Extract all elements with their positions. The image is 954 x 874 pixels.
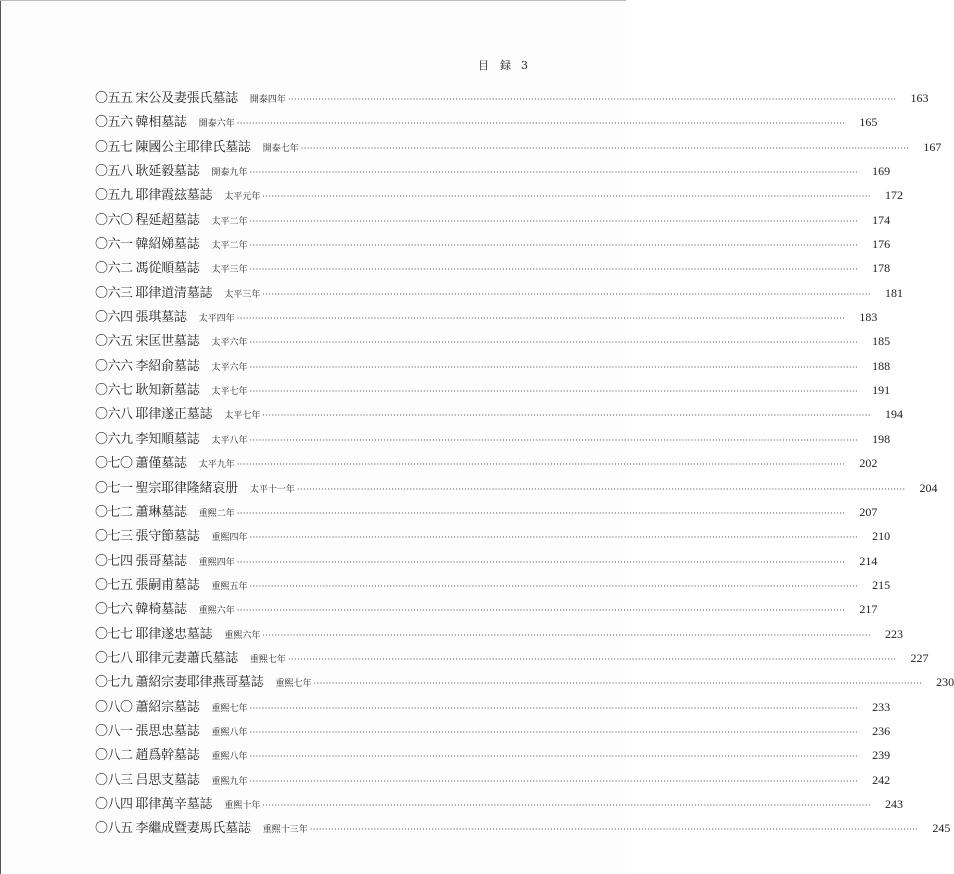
entry-page-number: 223 [884, 626, 903, 641]
toc-entry[interactable] [95, 428, 891, 452]
entry-number: 〇六九 [95, 431, 133, 447]
entry-page-number: 194 [884, 407, 903, 422]
toc-entry[interactable] [95, 136, 942, 160]
toc-entry[interactable] [95, 817, 951, 841]
entry-page-number: 210 [872, 529, 891, 544]
entry-year: 開泰六年 [198, 119, 235, 130]
entry-number: 〇五五 [95, 91, 133, 106]
dot-leader: ········································································································································································································ [249, 362, 859, 372]
entry-number: 〇七八 [95, 650, 133, 666]
entry-number: 〇五七 [95, 139, 133, 155]
entry-title: 張守節墓誌 [135, 529, 200, 545]
entry-title: 耿延毅墓誌 [135, 164, 200, 180]
entry-title: 張思忠墓誌 [135, 723, 200, 739]
toc-entry[interactable] [95, 793, 903, 817]
entry-number: 〇六五 [95, 334, 133, 350]
dot-leader: ········································································································································································································ [236, 606, 846, 616]
entry-year: 重熙五年 [211, 581, 248, 592]
entry-number: 〇八二 [95, 748, 133, 764]
running-header [478, 57, 528, 73]
toc-entry[interactable] [95, 355, 891, 379]
entry-page-number: 230 [936, 675, 954, 690]
entry-year: 開泰七年 [262, 143, 299, 154]
dot-leader: ········································································································································································································ [236, 460, 846, 470]
entry-year: 重熙十三年 [262, 825, 308, 836]
entry-year: 重熙六年 [224, 630, 261, 641]
page-left-border [0, 0, 1, 874]
entry-number: 〇八〇 [95, 699, 133, 715]
entry-year: 太平七年 [211, 387, 248, 398]
entry-number: 〇八三 [95, 772, 133, 788]
dot-leader: ········································································································································································································ [236, 508, 846, 518]
dot-leader: ········································································································································································································ [249, 533, 859, 543]
entry-number: 〇六〇 [95, 212, 133, 228]
dot-leader: ········································································································································································································ [262, 411, 871, 421]
toc-entry[interactable] [95, 330, 891, 354]
entry-number: 〇八四 [95, 796, 133, 812]
toc-entry[interactable] [95, 306, 878, 330]
entry-title: 馮從順墓誌 [135, 261, 200, 277]
entry-page-number: 185 [872, 334, 891, 349]
toc-entry[interactable] [95, 233, 891, 257]
entry-number: 〇七三 [95, 529, 133, 545]
toc-entry[interactable] [95, 550, 878, 574]
entry-page-number: 169 [872, 164, 891, 179]
entry-number: 〇七〇 [95, 456, 133, 472]
entry-year: 重熙四年 [198, 557, 235, 568]
entry-number: 〇五八 [95, 164, 133, 180]
dot-leader: ········································································································································································································ [236, 119, 846, 129]
entry-year: 開泰四年 [249, 95, 286, 105]
table-of-contents [95, 87, 954, 842]
dot-leader: ········································································································································································································ [249, 776, 859, 786]
entry-title: 宋匡世墓誌 [135, 334, 200, 350]
toc-entry[interactable] [95, 769, 891, 793]
entry-title: 蕭紹宗妻耶律燕哥墓誌 [135, 675, 264, 691]
toc-entry[interactable] [95, 257, 891, 281]
entry-year: 重熙七年 [275, 679, 312, 690]
toc-entry[interactable] [95, 452, 878, 476]
entry-number: 〇六四 [95, 310, 133, 326]
page-top-border [0, 0, 626, 1]
entry-title: 李繼成暨妻馬氏墓誌 [135, 821, 251, 837]
toc-entry[interactable] [95, 209, 891, 233]
dot-leader: ········································································································································································································ [262, 289, 871, 299]
toc-entry[interactable] [95, 403, 903, 427]
entry-year: 重熙九年 [211, 776, 248, 787]
toc-entry[interactable] [95, 379, 891, 403]
entry-title: 耶律道清墓誌 [135, 285, 213, 301]
entry-title: 張嗣甫墓誌 [135, 577, 200, 593]
entry-year: 太平四年 [198, 314, 235, 325]
dot-leader: ········································································································································································································ [249, 435, 859, 445]
entry-title: 耿知新墓誌 [135, 383, 200, 399]
toc-entry[interactable] [95, 598, 878, 622]
dot-leader: ········································································································································································································ [249, 581, 859, 591]
entry-year: 太平三年 [224, 289, 261, 300]
toc-entry[interactable] [95, 671, 954, 695]
entry-year: 重熙七年 [249, 654, 286, 665]
entry-title: 耶律萬辛墓誌 [135, 796, 213, 812]
dot-leader: ········································································································································································································ [262, 192, 871, 202]
entry-number: 〇五九 [95, 188, 133, 204]
toc-entry[interactable] [95, 647, 929, 671]
entry-number: 〇五六 [95, 115, 133, 131]
entry-number: 〇六二 [95, 261, 133, 277]
toc-entry[interactable] [95, 525, 891, 549]
entry-year: 太平六年 [211, 338, 248, 349]
entry-year: 太平二年 [211, 241, 248, 252]
entry-number: 〇六一 [95, 237, 133, 253]
entry-number: 〇六七 [95, 383, 133, 399]
entry-page-number: 207 [859, 504, 878, 519]
entry-title: 韓紹娣墓誌 [135, 237, 200, 253]
header-label: 目 録 [478, 59, 511, 72]
dot-leader: ········································································································································································································ [309, 825, 919, 835]
entry-page-number: 183 [859, 310, 878, 325]
entry-title: 耶律元妻蕭氏墓誌 [135, 650, 238, 666]
entry-page-number: 165 [859, 115, 878, 130]
entry-year: 重熙十年 [224, 800, 261, 811]
entry-page-number: 243 [884, 796, 903, 811]
entry-title: 韓相墓誌 [135, 115, 187, 131]
entry-year: 重熙八年 [211, 752, 248, 763]
dot-leader: ········································································································································································································ [249, 168, 859, 178]
toc-entry[interactable] [95, 282, 903, 306]
entry-number: 〇七六 [95, 602, 133, 618]
dot-leader: ········································································································································································································ [300, 143, 910, 153]
entry-year: 太平七年 [224, 411, 261, 422]
entry-year: 太平三年 [211, 265, 248, 276]
entry-title: 宋公及妻張氏墓誌 [135, 91, 238, 106]
toc-entry[interactable] [95, 720, 891, 744]
dot-leader: ········································································································································································································ [313, 679, 923, 689]
entry-title: 程延超墓誌 [135, 212, 200, 228]
entry-page-number: 215 [872, 577, 891, 592]
entry-title: 李知順墓誌 [135, 431, 200, 447]
entry-page-number: 176 [872, 237, 891, 252]
entry-page-number: 204 [919, 480, 938, 495]
entry-year: 重熙六年 [198, 606, 235, 617]
dot-leader: ········································································································································································································ [249, 265, 859, 275]
entry-page-number: 181 [884, 285, 903, 300]
dot-leader: ········································································································································································································ [249, 703, 859, 713]
toc-entry[interactable] [95, 160, 891, 184]
entry-number: 〇七四 [95, 553, 133, 569]
entry-page-number: 163 [910, 91, 929, 105]
dot-leader: ········································································································································································································ [296, 484, 906, 494]
entry-page-number: 242 [872, 772, 891, 787]
entry-year: 開泰九年 [211, 168, 248, 179]
dot-leader: ········································································································································································································ [249, 727, 859, 737]
toc-entry[interactable] [95, 744, 891, 768]
entry-number: 〇七五 [95, 577, 133, 593]
toc-entry[interactable] [95, 111, 878, 135]
entry-title: 蕭僅墓誌 [135, 456, 187, 472]
entry-title: 趙爲幹墓誌 [135, 748, 200, 764]
entry-title: 陳國公主耶律氏墓誌 [135, 139, 251, 155]
entry-year: 太平十一年 [249, 484, 295, 495]
entry-title: 李紹俞墓誌 [135, 358, 200, 374]
dot-leader: ········································································································································································································ [249, 387, 859, 397]
entry-page-number: 202 [859, 456, 878, 471]
dot-leader: ········································································································································································································ [249, 216, 859, 226]
entry-title: 耶律遂忠墓誌 [135, 626, 213, 642]
entry-year: 太平九年 [198, 460, 235, 471]
dot-leader: ········································································································································································································ [262, 800, 871, 810]
entry-title: 蕭琳墓誌 [135, 504, 187, 520]
entry-title: 耶律遂正墓誌 [135, 407, 213, 423]
toc-entry[interactable] [95, 501, 878, 525]
entry-page-number: 172 [884, 188, 903, 203]
entry-year: 重熙四年 [211, 533, 248, 544]
dot-leader: ········································································································································································································ [287, 654, 897, 664]
toc-entry[interactable] [95, 623, 903, 647]
dot-leader: ········································································································································································································ [249, 752, 859, 762]
entry-page-number: 245 [932, 821, 951, 836]
header-page-number: 3 [521, 59, 528, 72]
dot-leader: ········································································································································································································ [236, 314, 846, 324]
entry-page-number: 233 [872, 699, 891, 714]
entry-number: 〇七九 [95, 675, 133, 691]
entry-page-number: 198 [872, 431, 891, 446]
entry-year: 太平二年 [211, 216, 248, 227]
entry-number: 〇六八 [95, 407, 133, 423]
entry-page-number: 167 [923, 139, 942, 154]
entry-page-number: 239 [872, 748, 891, 763]
entry-year: 重熙二年 [198, 508, 235, 519]
toc-entry[interactable] [95, 696, 891, 720]
entry-title: 張哥墓誌 [135, 553, 187, 569]
entry-year: 太平八年 [211, 435, 248, 446]
toc-entry[interactable] [95, 477, 938, 501]
entry-title: 蕭紹宗墓誌 [135, 699, 200, 715]
toc-entry[interactable] [95, 87, 929, 111]
entry-page-number: 236 [872, 723, 891, 738]
dot-leader: ········································································································································································································ [249, 241, 859, 251]
entry-page-number: 178 [872, 261, 891, 276]
entry-year: 太平六年 [211, 362, 248, 373]
entry-title: 韓椅墓誌 [135, 602, 187, 618]
entry-page-number: 217 [859, 602, 878, 617]
entry-title: 吕思支墓誌 [135, 772, 200, 788]
entry-year: 重熙七年 [211, 703, 248, 714]
dot-leader: ········································································································································································································ [249, 338, 859, 348]
dot-leader: ········································································································································································································ [262, 630, 871, 640]
entry-title: 耶律霞玆墓誌 [135, 188, 213, 204]
entry-number: 〇六三 [95, 285, 133, 301]
entry-number: 〇八一 [95, 723, 133, 739]
entry-year: 重熙八年 [211, 727, 248, 738]
toc-entry[interactable] [95, 184, 903, 208]
dot-leader: ········································································································································································································ [287, 95, 897, 104]
entry-number: 〇七二 [95, 504, 133, 520]
entry-page-number: 174 [872, 212, 891, 227]
entry-page-number: 214 [859, 553, 878, 568]
entry-page-number: 191 [872, 383, 891, 398]
entry-title: 張琪墓誌 [135, 310, 187, 326]
entry-page-number: 227 [910, 650, 929, 665]
entry-number: 〇七一 [95, 480, 133, 496]
entry-number: 〇八五 [95, 821, 133, 837]
toc-entry[interactable] [95, 574, 891, 598]
entry-page-number: 188 [872, 358, 891, 373]
entry-number: 〇六六 [95, 358, 133, 374]
entry-number: 〇七七 [95, 626, 133, 642]
entry-year: 太平元年 [224, 192, 261, 203]
entry-title: 聖宗耶律隆緒哀册 [135, 480, 238, 496]
dot-leader: ········································································································································································································ [236, 557, 846, 567]
